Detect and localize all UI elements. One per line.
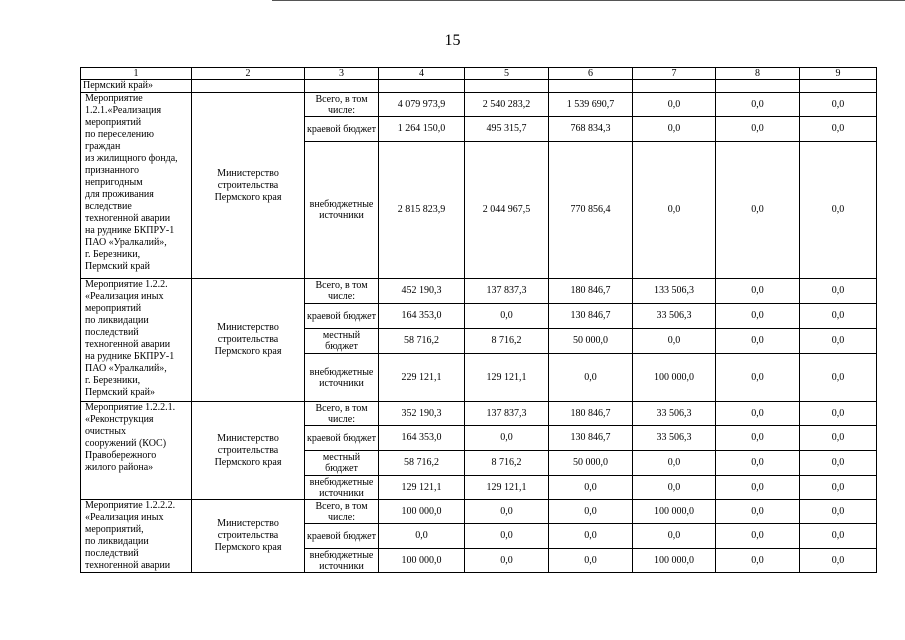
amount-cell: 100 000,0 [633,549,716,573]
column-number-row [81,68,877,80]
amount-cell: 8 716,2 [465,451,549,476]
amount-cell: 100 000,0 [379,549,465,573]
measure-name-line: мероприятий, [85,524,144,535]
measure-name-line: жилого района» [85,462,154,473]
amount-cell: 100 000,0 [633,354,716,402]
amount-cell: 0,0 [549,549,633,573]
amount-cell: 0,0 [716,451,800,476]
amount-cell: 0,0 [465,549,549,573]
amount-cell: 0,0 [633,329,716,354]
funding-source: краевой бюджет [305,117,379,142]
empty-cell [192,80,305,93]
amount-cell: 0,0 [800,549,877,573]
amount-cell: 0,0 [716,142,800,279]
measure-name-line: последствий [85,548,139,559]
amount-cell: 0,0 [549,524,633,549]
column-header: 8 [716,68,800,80]
measure-name [81,402,192,500]
amount-cell: 0,0 [465,524,549,549]
funding-table [80,67,877,573]
amount-cell: 0,0 [633,142,716,279]
amount-cell: 0,0 [633,476,716,500]
measure-name-line: на руднике БКПРУ-1 [85,351,175,362]
measure-name-line: непригодным [85,177,143,188]
measure-name-line: г. Березники, [85,249,141,260]
table-row [81,93,877,117]
amount-cell: 0,0 [633,93,716,117]
column-header: 5 [465,68,549,80]
funding-source: местный бюджет [305,451,379,476]
amount-cell: 130 846,7 [549,304,633,329]
amount-cell: 180 846,7 [549,279,633,304]
funding-source: Всего, в том числе: [305,402,379,426]
amount-cell: 0,0 [800,117,877,142]
amount-cell: 0,0 [800,354,877,402]
measure-name-line: Мероприятие 1.2.2. [85,279,168,290]
measure-name-line: Мероприятие [85,93,143,104]
amount-cell: 0,0 [800,304,877,329]
empty-cell [633,80,716,93]
empty-cell [716,80,800,93]
region-row [81,80,877,93]
amount-cell: 129 121,1 [465,476,549,500]
amount-cell: 0,0 [800,329,877,354]
table-row [81,279,877,304]
amount-cell: 0,0 [633,117,716,142]
amount-cell: 2 540 283,2 [465,93,549,117]
amount-cell: 0,0 [800,402,877,426]
measure-name-line: мероприятий [85,117,142,128]
measure-name-line: для проживания [85,189,154,200]
amount-cell: 0,0 [800,426,877,451]
amount-cell: 0,0 [716,426,800,451]
amount-cell: 0,0 [379,524,465,549]
measure-name-line: вследствие [85,201,132,212]
amount-cell: 229 121,1 [379,354,465,402]
responsible-executor: Министерство строительства Пермского края [192,500,305,573]
amount-cell: 33 506,3 [633,426,716,451]
measure-name-line: граждан [85,141,121,152]
measure-name-line: сооружений (КОС) [85,438,167,449]
measure-name-line: Правобережного [85,450,157,461]
funding-source: внебюджетные источники [305,476,379,500]
measure-name-line: Пермский край [85,261,150,272]
amount-cell: 129 121,1 [465,354,549,402]
column-header: 9 [800,68,877,80]
measure-name-line: Мероприятие 1.2.2.2. [85,500,176,511]
empty-cell [800,80,877,93]
amount-cell: 164 353,0 [379,426,465,451]
amount-cell: 133 506,3 [633,279,716,304]
amount-cell: 50 000,0 [549,451,633,476]
amount-cell: 0,0 [716,117,800,142]
amount-cell: 0,0 [716,549,800,573]
amount-cell: 164 353,0 [379,304,465,329]
responsible-executor: Министерство строительства Пермского края [192,93,305,279]
amount-cell: 58 716,2 [379,451,465,476]
amount-cell: 8 716,2 [465,329,549,354]
measure-name-line: по переселению [85,129,154,140]
amount-cell: 0,0 [465,500,549,524]
funding-source: внебюджетные источники [305,142,379,279]
amount-cell: 495 315,7 [465,117,549,142]
funding-source: краевой бюджет [305,524,379,549]
amount-cell: 0,0 [633,451,716,476]
column-header: 4 [379,68,465,80]
table-row [81,402,877,426]
measure-name-line: мероприятий [85,303,142,314]
amount-cell: 0,0 [716,402,800,426]
page-number: 15 [444,32,461,49]
amount-cell: 0,0 [800,142,877,279]
amount-cell: 0,0 [800,476,877,500]
funding-source: внебюджетные источники [305,549,379,573]
measure-name-line: г. Березники, [85,375,141,386]
measure-name-line: Пермский край» [85,387,155,398]
measure-name-line: по ликвидации [85,315,149,326]
empty-cell [305,80,379,93]
measure-name-line: Мероприятие 1.2.2.1. [85,402,176,413]
responsible-executor: Министерство строительства Пермского края [192,279,305,402]
amount-cell: 2 815 823,9 [379,142,465,279]
measure-name-line: 1.2.1.«Реализация [85,105,162,116]
measure-name-line: ПАО «Уралкалий», [85,363,167,374]
amount-cell: 180 846,7 [549,402,633,426]
amount-cell: 0,0 [800,500,877,524]
funding-table-body [81,68,877,573]
region-label: Пермский край» [81,80,192,93]
top-rule [272,0,905,1]
column-header: 2 [192,68,305,80]
amount-cell: 58 716,2 [379,329,465,354]
amount-cell: 0,0 [716,500,800,524]
amount-cell: 768 834,3 [549,117,633,142]
amount-cell: 4 079 973,9 [379,93,465,117]
funding-source: внебюджетные источники [305,354,379,402]
amount-cell: 352 190,3 [379,402,465,426]
column-header: 6 [549,68,633,80]
measure-name-line: по ликвидации [85,536,149,547]
measure-name-line: техногенной аварии [85,560,171,571]
amount-cell: 0,0 [716,279,800,304]
amount-cell: 50 000,0 [549,329,633,354]
amount-cell: 1 539 690,7 [549,93,633,117]
measure-name-line: очистных [85,426,127,437]
measure-name-line: признанного [85,165,139,176]
table-row [81,500,877,524]
amount-cell: 0,0 [549,476,633,500]
amount-cell: 0,0 [800,451,877,476]
column-header: 1 [81,68,192,80]
funding-source: Всего, в том числе: [305,279,379,304]
measure-name [81,500,192,573]
amount-cell: 0,0 [716,93,800,117]
amount-cell: 0,0 [465,426,549,451]
amount-cell: 0,0 [716,354,800,402]
amount-cell: 770 856,4 [549,142,633,279]
amount-cell: 137 837,3 [465,279,549,304]
measure-name-line: техногенной аварии [85,339,171,350]
measure-name-line: техногенной аварии [85,213,171,224]
amount-cell: 0,0 [716,329,800,354]
amount-cell: 0,0 [800,524,877,549]
amount-cell: 100 000,0 [379,500,465,524]
amount-cell: 2 044 967,5 [465,142,549,279]
empty-cell [379,80,465,93]
funding-source: краевой бюджет [305,304,379,329]
amount-cell: 0,0 [716,304,800,329]
amount-cell: 130 846,7 [549,426,633,451]
amount-cell: 452 190,3 [379,279,465,304]
measure-name-line: из жилищного фонда, [85,153,178,164]
amount-cell: 129 121,1 [379,476,465,500]
amount-cell: 1 264 150,0 [379,117,465,142]
amount-cell: 0,0 [800,93,877,117]
measure-name-line: «Реализация иных [85,512,164,523]
empty-cell [465,80,549,93]
funding-source: краевой бюджет [305,426,379,451]
funding-source: Всего, в том числе: [305,500,379,524]
column-header: 7 [633,68,716,80]
measure-name-line: ПАО «Уралкалий», [85,237,167,248]
amount-cell: 0,0 [800,279,877,304]
column-header: 3 [305,68,379,80]
amount-cell: 0,0 [549,500,633,524]
amount-cell: 0,0 [633,524,716,549]
measure-name-line: последствий [85,327,139,338]
measure-name [81,279,192,402]
funding-source: Всего, в том числе: [305,93,379,117]
amount-cell: 100 000,0 [633,500,716,524]
amount-cell: 33 506,3 [633,304,716,329]
measure-name-line: «Реконструкция [85,414,154,425]
amount-cell: 33 506,3 [633,402,716,426]
measure-name-line: «Реализация иных [85,291,164,302]
amount-cell: 137 837,3 [465,402,549,426]
responsible-executor: Министерство строительства Пермского края [192,402,305,500]
amount-cell: 0,0 [549,354,633,402]
funding-source: местный бюджет [305,329,379,354]
amount-cell: 0,0 [716,476,800,500]
measure-name-line: на руднике БКПРУ-1 [85,225,175,236]
measure-name [81,93,192,279]
amount-cell: 0,0 [716,524,800,549]
amount-cell: 0,0 [465,304,549,329]
empty-cell [549,80,633,93]
